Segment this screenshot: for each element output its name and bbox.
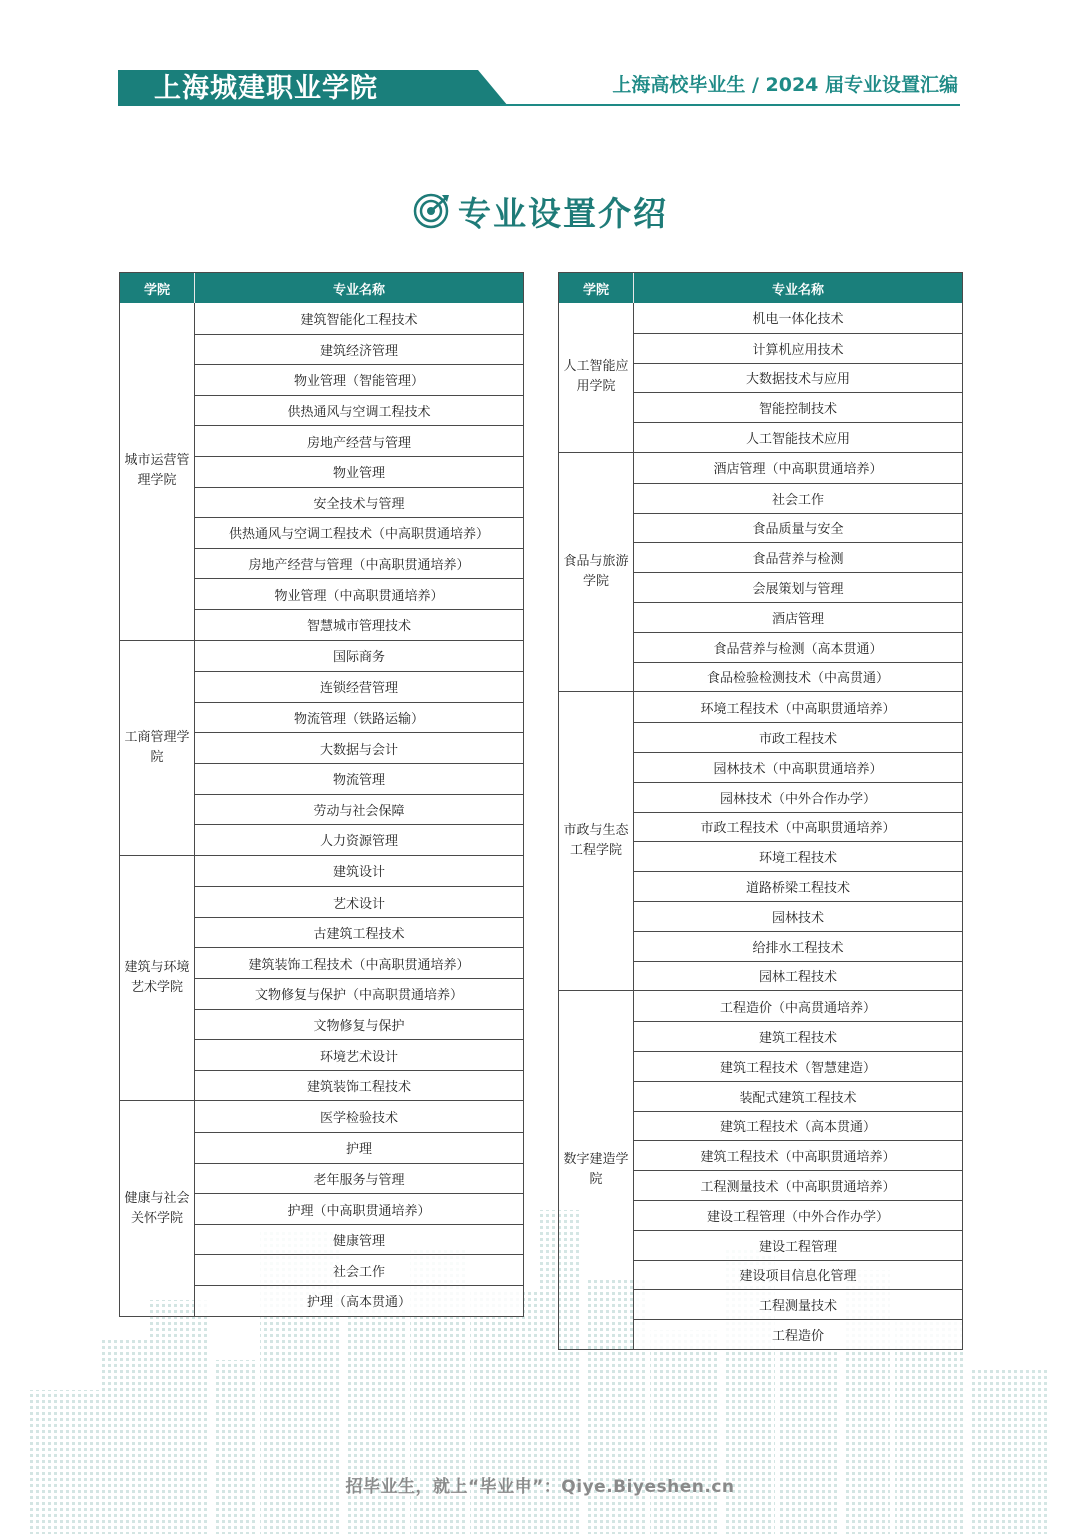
college-group: [120, 640, 523, 855]
header-college: 学院: [120, 273, 195, 303]
major-row: 人工智能技术应用: [634, 422, 962, 452]
major-row: 食品营养与检测（高本贯通）: [634, 632, 962, 662]
major-row: 物业管理（中高职贯通培养）: [195, 578, 523, 609]
major-row: 护理（高本贯通）: [195, 1285, 523, 1316]
major-row: 连锁经营管理: [195, 671, 523, 702]
major-row: 安全技术与管理: [195, 487, 523, 518]
major-row: 物流管理: [195, 763, 523, 794]
college-group: [559, 990, 962, 1349]
college-group: [120, 303, 523, 640]
major-row: 物流管理（铁路运输）: [195, 702, 523, 733]
college-name: 建筑与环境艺术学院: [120, 856, 195, 1101]
major-row: 智慧城市管理技术: [195, 609, 523, 640]
college-name: 工商管理学院: [120, 641, 195, 855]
college-name: 健康与社会关怀学院: [120, 1101, 195, 1315]
major-row: 大数据技术与应用: [634, 363, 962, 393]
major-row: 给排水工程技术: [634, 931, 962, 961]
table-body: [559, 303, 962, 1349]
major-row: 护理: [195, 1132, 523, 1163]
title-text: 专业设置介绍: [458, 193, 668, 233]
college-group: [559, 452, 962, 691]
major-row: 建筑工程技术（中高职贯通培养）: [634, 1140, 962, 1170]
major-row: 环境工程技术（中高职贯通培养）: [634, 692, 962, 722]
table-body: [120, 303, 523, 1316]
major-row: 酒店管理（中高职贯通培养）: [634, 453, 962, 483]
major-row: 供热通风与空调工程技术（中高职贯通培养）: [195, 517, 523, 548]
majors-table-right: [558, 272, 963, 1350]
major-row: 建筑装饰工程技术: [195, 1070, 523, 1101]
major-row: 房地产经营与管理: [195, 425, 523, 456]
footer-text: 招毕业生，就上“毕业申”：Qiye.Biyeshen.cn: [345, 1477, 735, 1497]
major-row: 市政工程技术: [634, 722, 962, 752]
major-row: 建筑工程技术: [634, 1021, 962, 1051]
major-row: 市政工程技术（中高职贯通培养）: [634, 812, 962, 842]
major-row: 建筑工程技术（智慧建造）: [634, 1051, 962, 1081]
header-major: 专业名称: [771, 282, 824, 298]
major-row: 环境工程技术: [634, 841, 962, 871]
majors-table-left: [119, 272, 524, 1317]
major-row: 建筑设计: [195, 856, 523, 887]
college-group: [559, 691, 962, 990]
major-list: [634, 453, 962, 691]
major-row: 园林技术（中外合作办学）: [634, 782, 962, 812]
major-row: 大数据与会计: [195, 732, 523, 763]
college-name: 城市运营管理学院: [120, 303, 195, 640]
college-group: [120, 855, 523, 1101]
major-row: 建筑工程技术（高本贯通）: [634, 1111, 962, 1141]
major-row: 食品质量与安全: [634, 513, 962, 543]
major-row: 护理（中高职贯通培养）: [195, 1193, 523, 1224]
major-row: 国际商务: [195, 641, 523, 672]
major-row: 艺术设计: [195, 886, 523, 917]
major-row: 道路桥梁工程技术: [634, 871, 962, 901]
college-group: [559, 303, 962, 452]
major-row: 健康管理: [195, 1224, 523, 1255]
major-row: 园林工程技术: [634, 961, 962, 991]
section-title: [0, 186, 1080, 236]
college-group: [120, 1100, 523, 1315]
major-row: 园林技术（中高职贯通培养）: [634, 752, 962, 782]
major-row: 智能控制技术: [634, 392, 962, 422]
major-list: [634, 692, 962, 990]
major-row: 工程造价（中高贯通培养）: [634, 991, 962, 1021]
major-list: [634, 991, 962, 1349]
major-row: 房地产经营与管理（中高职贯通培养）: [195, 548, 523, 579]
college-name: 食品与旅游学院: [559, 453, 634, 691]
header-college: 学院: [559, 273, 634, 303]
major-list: [634, 303, 962, 452]
major-row: 人力资源管理: [195, 824, 523, 855]
major-row: 建设工程管理: [634, 1230, 962, 1260]
college-name: 人工智能应用学院: [559, 303, 634, 452]
target-icon: [412, 192, 450, 230]
major-row: 环境艺术设计: [195, 1039, 523, 1070]
table-header: [559, 273, 962, 303]
major-row: 建设工程管理（中外合作办学）: [634, 1200, 962, 1230]
major-row: 建筑经济管理: [195, 334, 523, 365]
college-name: 市政与生态工程学院: [559, 692, 634, 990]
major-row: 机电一体化技术: [634, 303, 962, 333]
major-row: 老年服务与管理: [195, 1163, 523, 1194]
table-header: [120, 273, 523, 303]
major-row: 建筑装饰工程技术（中高职贯通培养）: [195, 947, 523, 978]
major-row: 供热通风与空调工程技术: [195, 395, 523, 426]
major-list: [195, 856, 523, 1101]
major-row: 计算机应用技术: [634, 333, 962, 363]
major-row: 工程造价: [634, 1319, 962, 1349]
header-rule: [500, 104, 960, 106]
school-name: 上海城建职业学院: [154, 73, 378, 104]
major-row: 酒店管理: [634, 602, 962, 632]
major-list: [195, 1101, 523, 1315]
major-row: 工程测量技术（中高职贯通培养）: [634, 1170, 962, 1200]
header-major: 专业名称: [332, 282, 385, 298]
major-row: 文物修复与保护: [195, 1009, 523, 1040]
major-row: 会展策划与管理: [634, 572, 962, 602]
major-row: 建筑智能化工程技术: [195, 303, 523, 334]
major-row: 工程测量技术: [634, 1289, 962, 1319]
major-row: 文物修复与保护（中高职贯通培养）: [195, 978, 523, 1009]
header-subtitle: 上海高校毕业生 / 2024 届专业设置汇编: [612, 74, 958, 96]
college-name: 数字建造学院: [559, 991, 634, 1349]
major-row: 社会工作: [634, 483, 962, 513]
major-row: 社会工作: [195, 1254, 523, 1285]
major-list: [195, 303, 523, 640]
major-row: 装配式建筑工程技术: [634, 1081, 962, 1111]
major-row: 医学检验技术: [195, 1101, 523, 1132]
major-row: 食品检验检测技术（中高贯通）: [634, 662, 962, 692]
major-row: 古建筑工程技术: [195, 917, 523, 948]
major-row: 建设项目信息化管理: [634, 1260, 962, 1290]
major-row: 物业管理（智能管理）: [195, 364, 523, 395]
major-row: 园林技术: [634, 901, 962, 931]
major-row: 物业管理: [195, 456, 523, 487]
major-row: 劳动与社会保障: [195, 794, 523, 825]
major-list: [195, 641, 523, 855]
major-row: 食品营养与检测: [634, 542, 962, 572]
